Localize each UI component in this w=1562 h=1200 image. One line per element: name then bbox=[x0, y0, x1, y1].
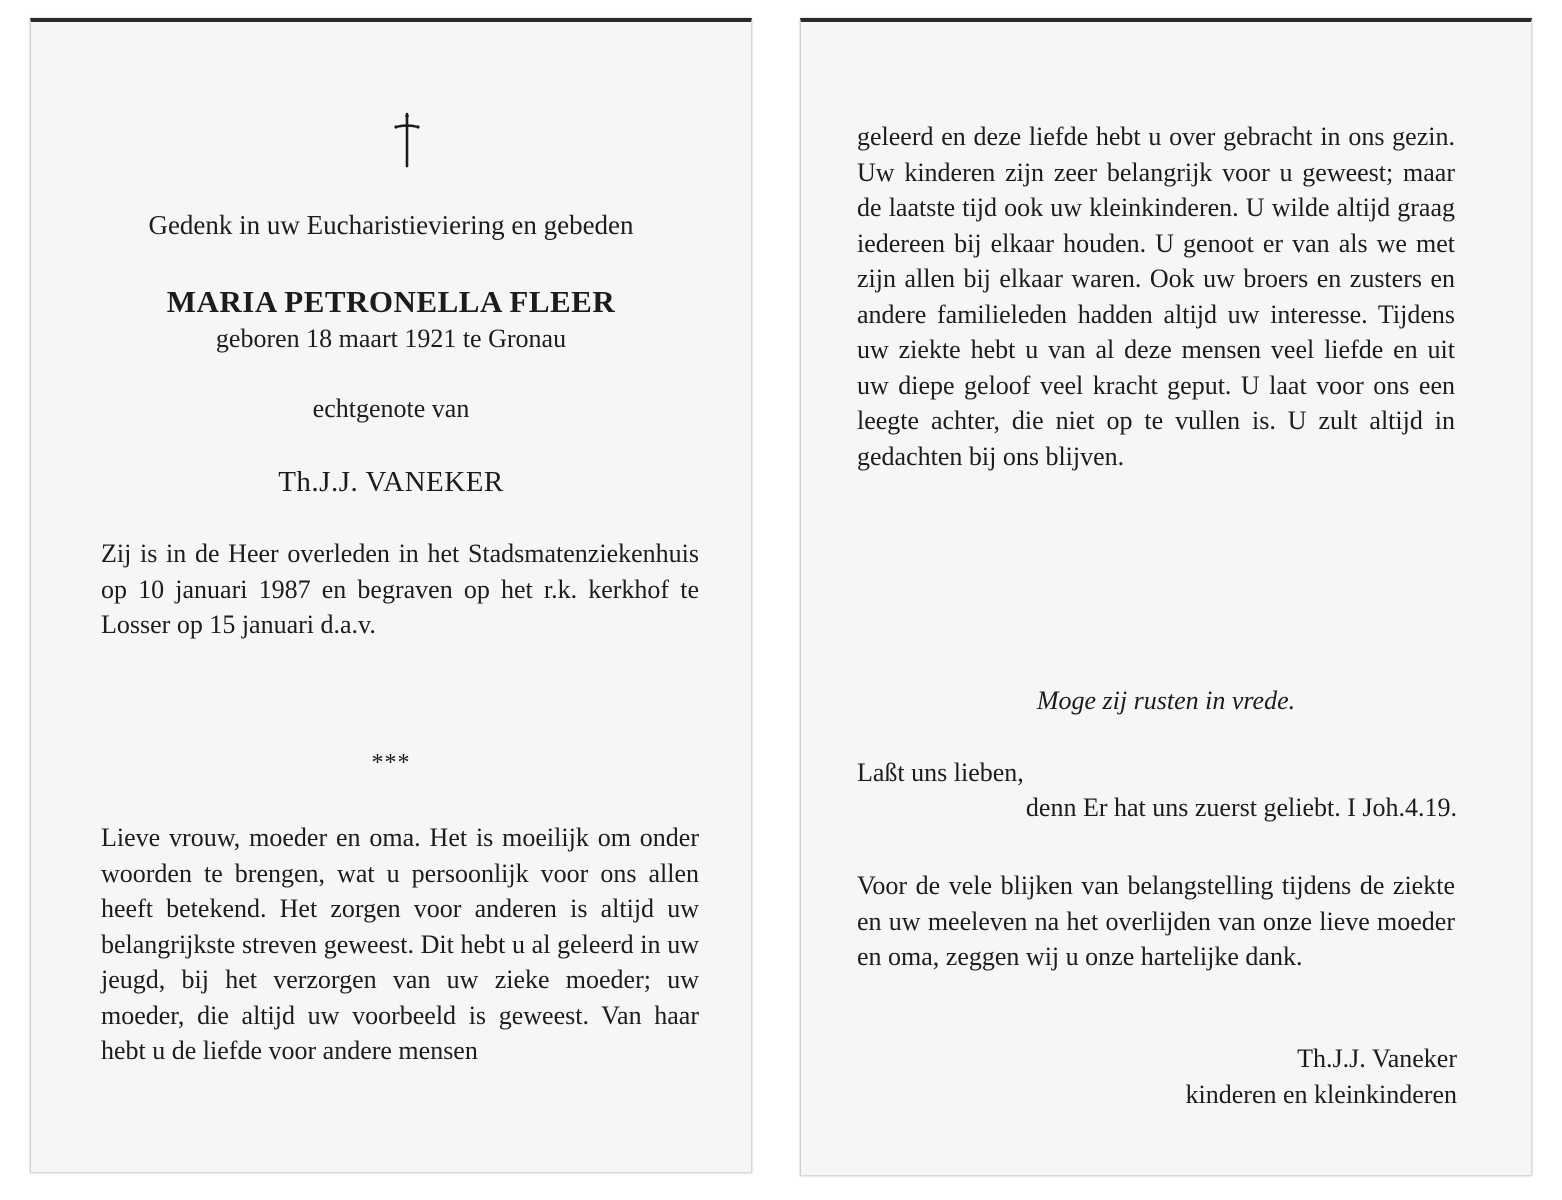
cross-icon bbox=[393, 112, 421, 168]
tribute-paragraph: Lieve vrouw, moeder en oma. Het is moeilijk om onder woorden te brengen, wat u persoonlijk voor ons allen heeft betekend. Het zorgen voor anderen is altijd uw belangrijkste streven geweest. Dit hebt u al geleerd in uw jeugd, bij het verzorgen van uw zieke moeder; uw moeder, die altijd uw voorbeeld is geweest. Van haar hebt u de liefde voor andere mensen bbox=[101, 823, 699, 1065]
signature-name: Th.J.J. Vaneker bbox=[1297, 1044, 1457, 1073]
memorial-card-front bbox=[30, 18, 752, 1173]
signature-family: kinderen en kleinkinderen bbox=[1185, 1080, 1457, 1109]
verse-line-2: denn Er hat uns zuerst geliebt. I Joh.4.19. bbox=[1025, 793, 1457, 822]
birth-line: geboren 18 maart 1921 te Gronau bbox=[215, 324, 567, 353]
spouse-label: echtgenote van bbox=[312, 394, 470, 423]
death-paragraph: Zij is in de Heer overleden in het Stadsmatenziekenhuis op 10 januari 1987 en begraven op het r.k. kerkhof te Losser op 15 januari d.a.v. bbox=[101, 539, 699, 639]
memorial-card-back bbox=[800, 18, 1532, 1176]
section-separator: *** bbox=[371, 750, 411, 776]
deceased-name: MARIA PETRONELLA FLEER bbox=[166, 284, 616, 319]
spouse-name: Th.J.J. VANEKER bbox=[278, 466, 504, 498]
remembrance-intro: Gedenk in uw Eucharistieviering en gebeden bbox=[148, 210, 634, 240]
blessing-line: Moge zij rusten in vrede. bbox=[1036, 686, 1296, 715]
verse-line-1: Laßt uns lieben, bbox=[857, 758, 1024, 787]
thanks-paragraph: Voor de vele blijken van belangstelling tijdens de ziekte en uw meeleven na het overlijden van onze lieve moeder en oma, zeggen wij u onze hartelijke dank. bbox=[857, 871, 1455, 971]
tribute-continuation: geleerd en deze liefde hebt u over gebracht in ons gezin. Uw kinderen zijn zeer belangrijk voor u geweest; maar de laatste tijd ook uw kleinkinderen. U wilde altijd graag iedereen bij elkaar houden. U genoot er van als we met zijn allen bij elkaar waren. Ook uw broers en zusters en andere familieleden hadden altijd uw interesse. Tijdens uw ziekte hebt u van al deze mensen veel liefde en uit uw diepe geloof veel kracht geput. U laat voor ons een leegte achter, die niet op te vullen is. U zult altijd in gedachten bij ons blijven. bbox=[857, 122, 1455, 471]
